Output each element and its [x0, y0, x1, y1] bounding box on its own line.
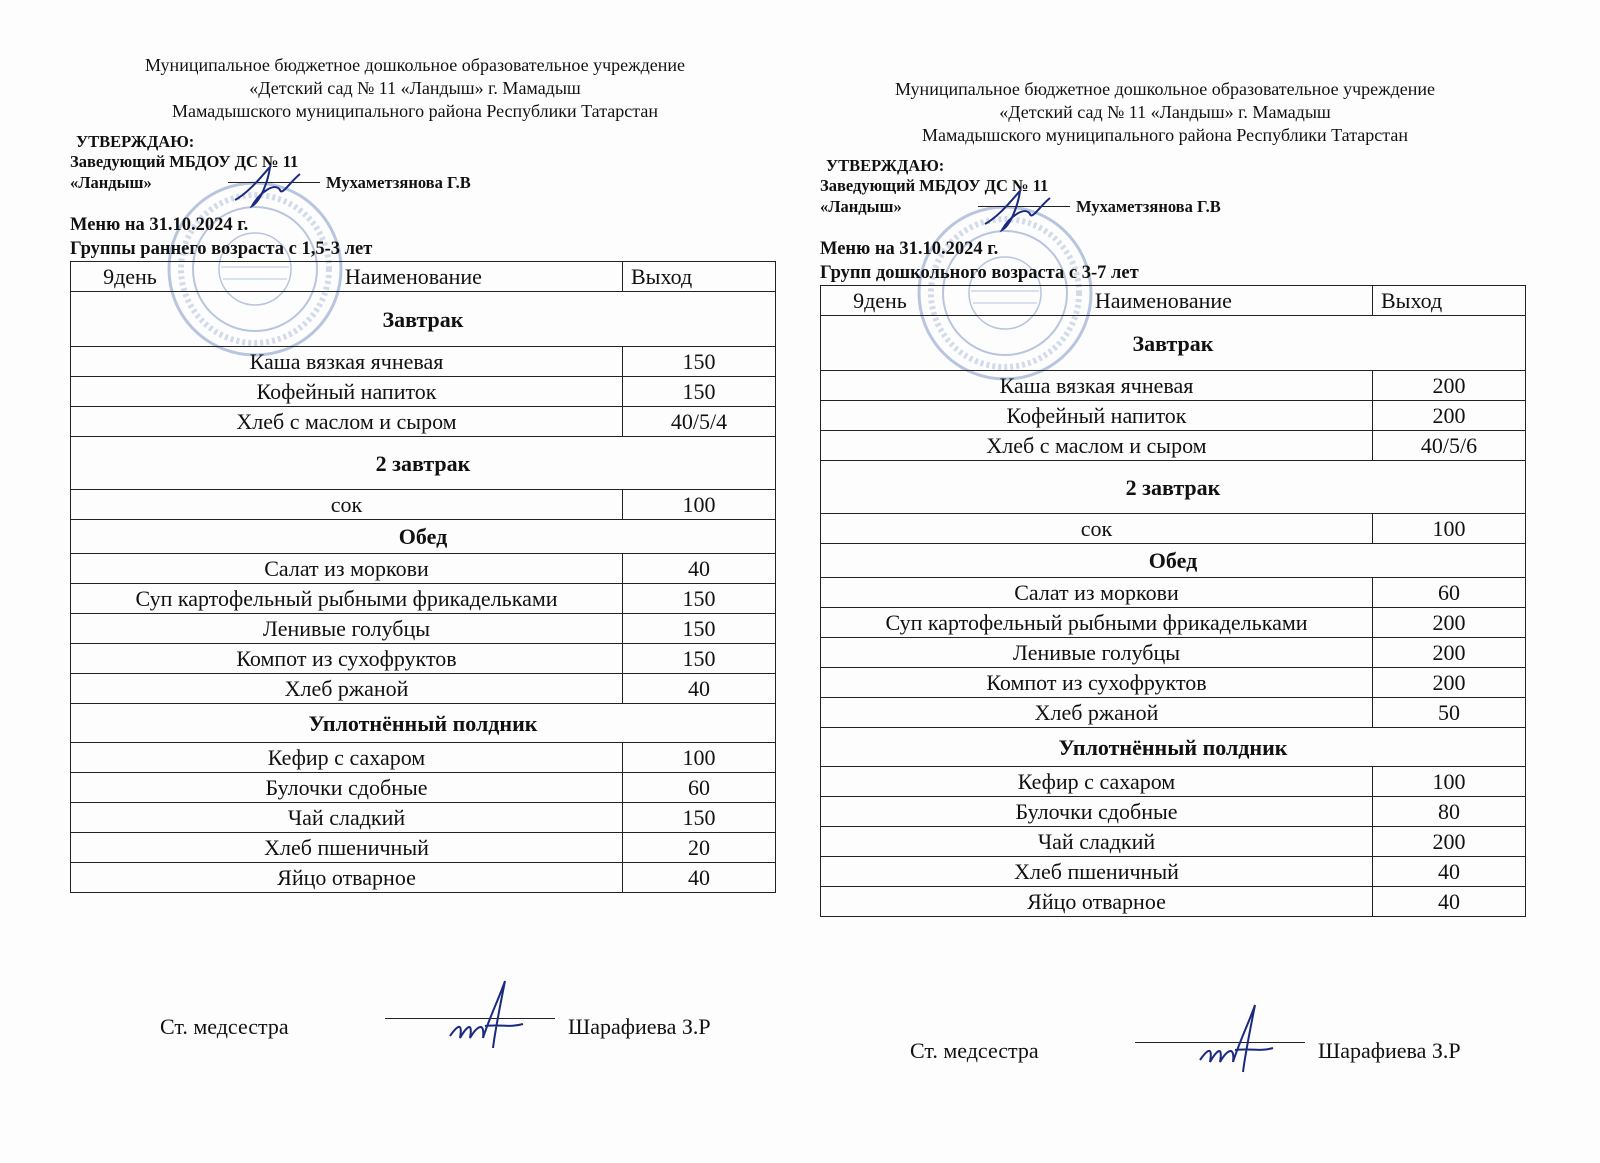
dish-name: Каша вязкая ячневая	[821, 371, 1373, 401]
table-row	[821, 887, 1526, 917]
dish-name: сок	[71, 490, 623, 520]
dish-yield: 200	[1373, 371, 1526, 401]
approve-label: УТВЕРЖДАЮ:	[826, 156, 945, 175]
org-line: Муниципальное бюджетное дошкольное образовательное учреждение	[895, 79, 1435, 99]
head-org: «Ландыш»	[70, 173, 152, 192]
table-header-row	[821, 286, 1526, 316]
table-row	[821, 827, 1526, 857]
org-line: «Детский сад № 11 «Ландыш» г. Мамадыш	[999, 102, 1331, 122]
table-row	[71, 554, 776, 584]
table-row	[71, 743, 776, 773]
day-column-header: 9день	[103, 264, 157, 289]
nurse-signature-icon	[1195, 1000, 1285, 1080]
table-row	[71, 803, 776, 833]
section-row	[821, 728, 1526, 767]
table-row	[71, 584, 776, 614]
dish-yield: 40	[623, 554, 776, 584]
table-row	[71, 407, 776, 437]
section-title: Завтрак	[71, 292, 776, 347]
table-row	[821, 857, 1526, 887]
head-name: Мухаметзянова Г.В	[326, 173, 471, 192]
dish-name: Хлеб ржаной	[821, 698, 1373, 728]
table-row	[71, 490, 776, 520]
table-row	[821, 514, 1526, 544]
section-row	[71, 437, 776, 490]
table-row	[821, 371, 1526, 401]
dish-yield: 40/5/4	[623, 407, 776, 437]
menu-table	[820, 285, 1526, 917]
dish-name: Ленивые голубцы	[821, 638, 1373, 668]
dish-yield: 50	[1373, 698, 1526, 728]
dish-yield: 40/5/6	[1373, 431, 1526, 461]
dish-name: Кефир с сахаром	[821, 767, 1373, 797]
dish-yield: 80	[1373, 797, 1526, 827]
head-name: Мухаметзянова Г.В	[1076, 197, 1221, 216]
dish-yield: 200	[1373, 638, 1526, 668]
org-line: Муниципальное бюджетное дошкольное образовательное учреждение	[145, 55, 685, 75]
dish-name: Салат из моркови	[821, 578, 1373, 608]
menu-table	[70, 261, 776, 893]
dish-yield: 40	[1373, 857, 1526, 887]
table-row	[821, 401, 1526, 431]
table-row	[821, 638, 1526, 668]
table-row	[821, 698, 1526, 728]
dish-name: Салат из моркови	[71, 554, 623, 584]
dish-name: Каша вязкая ячневая	[71, 347, 623, 377]
section-row	[71, 292, 776, 347]
dish-name: Ленивые голубцы	[71, 614, 623, 644]
dish-yield: 20	[623, 833, 776, 863]
dish-yield: 40	[623, 674, 776, 704]
dish-name: Яйцо отварное	[71, 863, 623, 893]
dish-yield: 150	[623, 614, 776, 644]
table-row	[71, 644, 776, 674]
table-row	[71, 674, 776, 704]
head-org: «Ландыш»	[820, 197, 902, 216]
dish-name: Суп картофельный рыбными фрикадельками	[71, 584, 623, 614]
nurse-name: Шарафиева З.Р	[1318, 1038, 1461, 1063]
section-row	[821, 316, 1526, 371]
dish-name: Хлеб пшеничный	[71, 833, 623, 863]
director-signature-icon	[980, 186, 1060, 236]
nurse-signature-icon	[445, 976, 535, 1056]
org-line: Мамадышского муниципального района Республики Татарстан	[172, 101, 658, 121]
table-row	[71, 863, 776, 893]
dish-name: Яйцо отварное	[821, 887, 1373, 917]
dish-yield: 100	[623, 743, 776, 773]
table-row	[821, 431, 1526, 461]
section-title: 2 завтрак	[821, 461, 1526, 514]
day-column-header: 9день	[853, 288, 907, 313]
table-row	[821, 797, 1526, 827]
dish-name: Хлеб с маслом и сыром	[71, 407, 623, 437]
table-row	[821, 578, 1526, 608]
director-signature-icon	[230, 162, 310, 212]
dish-name: Чай сладкий	[821, 827, 1373, 857]
table-row	[71, 833, 776, 863]
dish-yield: 100	[1373, 767, 1526, 797]
dish-name: Чай сладкий	[71, 803, 623, 833]
group-title: Групп дошкольного возраста с 3-7 лет	[820, 263, 1139, 283]
org-line: «Детский сад № 11 «Ландыш» г. Мамадыш	[249, 78, 581, 98]
dish-name: сок	[821, 514, 1373, 544]
dish-yield: 40	[1373, 887, 1526, 917]
section-title: 2 завтрак	[71, 437, 776, 490]
dish-yield: 150	[623, 347, 776, 377]
nurse-title: Ст. медсестра	[910, 1038, 1039, 1063]
table-row	[821, 668, 1526, 698]
dish-yield: 200	[1373, 668, 1526, 698]
approve-label: УТВЕРЖДАЮ:	[76, 132, 195, 151]
dish-yield: 150	[623, 584, 776, 614]
name-column-header: Наименование	[344, 264, 482, 289]
section-title: Завтрак	[821, 316, 1526, 371]
table-row	[821, 608, 1526, 638]
dish-yield: 200	[1373, 827, 1526, 857]
section-title: Уплотнённый полдник	[71, 704, 776, 743]
dish-name: Компот из сухофруктов	[821, 668, 1373, 698]
nurse-title: Ст. медсестра	[160, 1014, 289, 1039]
dish-name: Кофейный напиток	[71, 377, 623, 407]
table-row	[71, 377, 776, 407]
yield-column-header: Выход	[1373, 286, 1526, 316]
dish-name: Хлеб ржаной	[71, 674, 623, 704]
table-row	[71, 347, 776, 377]
section-row	[71, 704, 776, 743]
head-title: Заведующий МБДОУ ДС № 11	[70, 152, 299, 171]
table-row	[821, 767, 1526, 797]
dish-yield: 150	[623, 377, 776, 407]
table-row	[71, 614, 776, 644]
head-title: Заведующий МБДОУ ДС № 11	[820, 176, 1049, 195]
section-title: Уплотнённый полдник	[821, 728, 1526, 767]
section-title: Обед	[821, 544, 1526, 578]
dish-name: Хлеб с маслом и сыром	[821, 431, 1373, 461]
dish-yield: 150	[623, 803, 776, 833]
dish-name: Хлеб пшеничный	[821, 857, 1373, 887]
dish-yield: 150	[623, 644, 776, 674]
section-row	[71, 520, 776, 554]
section-row	[821, 544, 1526, 578]
yield-column-header: Выход	[623, 262, 776, 292]
dish-yield: 100	[1373, 514, 1526, 544]
menu-date: Меню на 31.10.2024 г.	[820, 239, 999, 259]
org-line: Мамадышского муниципального района Республики Татарстан	[922, 125, 1408, 145]
name-column-header: Наименование	[1094, 288, 1232, 313]
dish-name: Суп картофельный рыбными фрикадельками	[821, 608, 1373, 638]
section-row	[821, 461, 1526, 514]
dish-yield: 100	[623, 490, 776, 520]
dish-yield: 60	[1373, 578, 1526, 608]
section-title: Обед	[71, 520, 776, 554]
nurse-name: Шарафиева З.Р	[568, 1014, 711, 1039]
dish-yield: 200	[1373, 401, 1526, 431]
dish-name: Булочки сдобные	[71, 773, 623, 803]
dish-yield: 60	[623, 773, 776, 803]
dish-yield: 40	[623, 863, 776, 893]
dish-yield: 200	[1373, 608, 1526, 638]
dish-name: Компот из сухофруктов	[71, 644, 623, 674]
menu-date: Меню на 31.10.2024 г.	[70, 215, 249, 235]
table-row	[71, 773, 776, 803]
dish-name: Кофейный напиток	[821, 401, 1373, 431]
dish-name: Кефир с сахаром	[71, 743, 623, 773]
dish-name: Булочки сдобные	[821, 797, 1373, 827]
group-title: Группы раннего возраста с 1,5-3 лет	[70, 239, 373, 259]
table-header-row	[71, 262, 776, 292]
